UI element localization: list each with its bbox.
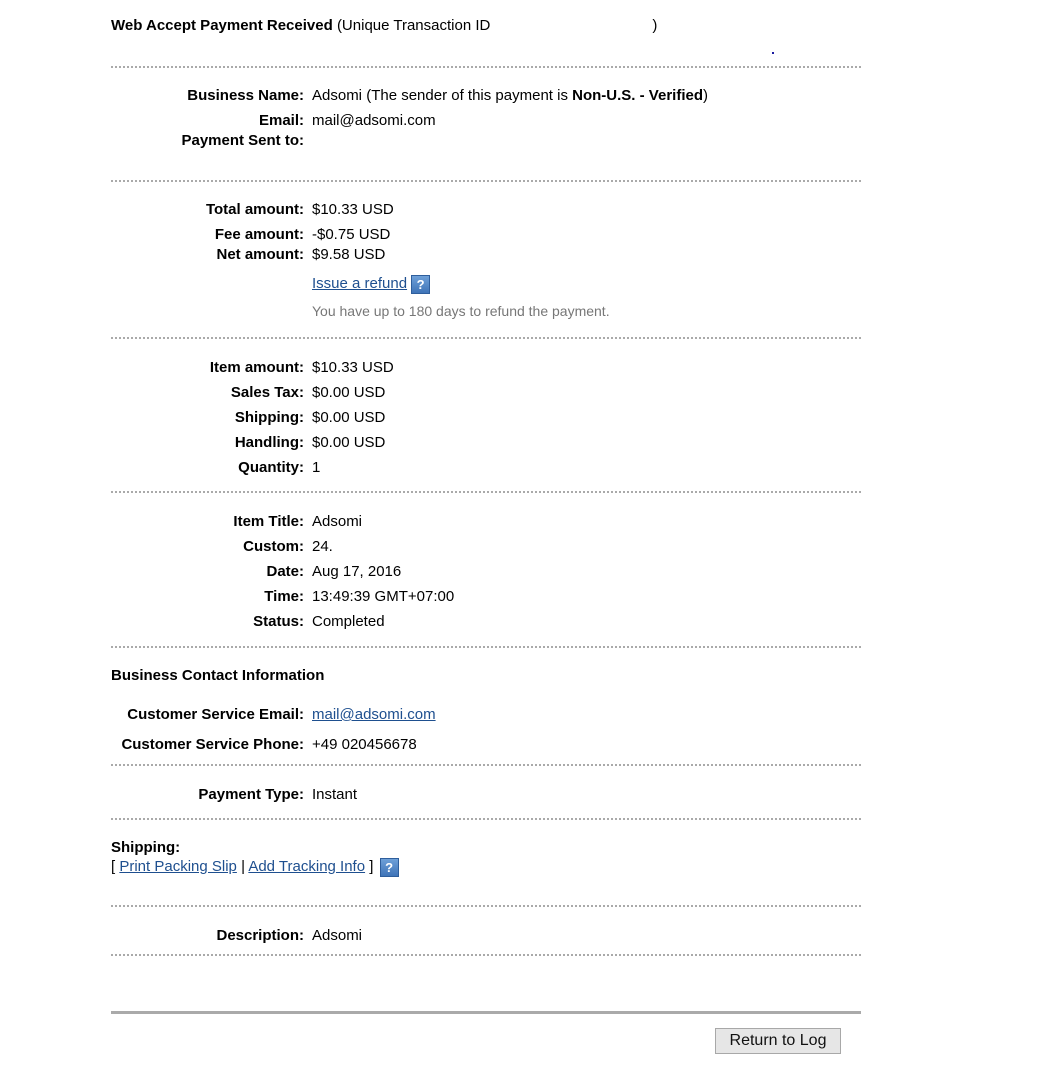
contact-section-title: Business Contact Information: [111, 667, 325, 684]
refund-wrapper: [312, 274, 430, 294]
separator: [111, 764, 861, 766]
business-name-label: Business Name:: [187, 87, 304, 104]
cs-email-row: [111, 705, 861, 725]
shipping-actions: [111, 857, 861, 877]
separator: [111, 818, 861, 820]
transaction-id-suffix: ): [652, 17, 658, 34]
separator: [111, 180, 861, 182]
email-value: mail@adsomi.com: [312, 112, 436, 129]
time-label: Time:: [264, 588, 304, 605]
custom-value: 24.: [312, 538, 333, 555]
date-row: [111, 562, 861, 582]
sender-status: Non-U.S. - Verified: [572, 87, 703, 104]
refund-note-row: [111, 301, 861, 321]
custom-row: [111, 537, 861, 557]
separator: [111, 66, 861, 68]
print-packing-slip-link[interactable]: Print Packing Slip: [119, 858, 237, 875]
cs-phone-row: [111, 735, 861, 755]
transaction-id-prefix: (Unique Transaction ID: [336, 17, 491, 34]
total-amount-value: $10.33 USD: [312, 201, 394, 218]
sales-tax-label: Sales Tax:: [230, 384, 304, 401]
sales-tax-value: $0.00 USD: [312, 384, 386, 401]
description-value: Adsomi: [312, 927, 363, 944]
payment-type-label: Payment Type:: [198, 786, 304, 803]
custom-label: Custom:: [243, 538, 304, 555]
open-bracket: [: [111, 858, 116, 875]
shipping-row: [111, 408, 861, 428]
return-to-log-button[interactable]: Return to Log: [715, 1028, 841, 1054]
payment-sent-to-label: Payment Sent to:: [181, 132, 304, 149]
status-row: [111, 612, 861, 632]
cs-email-label: Customer Service Email:: [127, 706, 304, 723]
status-label: Status:: [253, 613, 304, 630]
business-name: Adsomi: [312, 87, 363, 104]
stray-dot: [772, 52, 774, 54]
date-value: Aug 17, 2016: [312, 563, 402, 580]
sales-tax-row: [111, 383, 861, 403]
quantity-value: 1: [312, 459, 321, 476]
item-title-value: Adsomi: [312, 513, 363, 530]
help-icon[interactable]: ?: [380, 858, 399, 877]
separator: [111, 491, 861, 493]
page-title: Web Accept Payment Received: [111, 17, 333, 34]
description-label: Description:: [216, 927, 304, 944]
refund-row: [111, 274, 861, 294]
payment-type-row: [111, 785, 861, 805]
time-row: [111, 587, 861, 607]
fee-amount-value: -$0.75 USD: [312, 226, 391, 243]
item-amount-row: [111, 358, 861, 378]
total-amount-row: [111, 200, 861, 220]
payment-type-value: Instant: [312, 786, 358, 803]
shipping-value: $0.00 USD: [312, 409, 386, 426]
sender-prefix: (The sender of this payment is: [366, 87, 568, 104]
item-amount-label: Item amount:: [209, 359, 304, 376]
cs-phone-value: +49 020456678: [312, 736, 417, 753]
net-amount-value: $9.58 USD: [312, 246, 386, 263]
business-name-value: [312, 86, 708, 106]
total-amount-label: Total amount:: [205, 201, 304, 218]
link-divider: |: [241, 858, 245, 875]
separator: [111, 646, 861, 648]
handling-row: [111, 433, 861, 453]
add-tracking-info-link[interactable]: Add Tracking Info: [248, 858, 366, 875]
shipping-actions-inner: [111, 857, 399, 877]
cs-email-link[interactable]: mail@adsomi.com: [312, 706, 436, 723]
separator: [111, 337, 861, 339]
description-row: [111, 926, 861, 946]
date-label: Date:: [266, 563, 304, 580]
email-label: Email:: [258, 112, 304, 129]
quantity-row: [111, 458, 861, 478]
refund-note: You have up to 180 days to refund the payment.: [312, 303, 610, 319]
quantity-label: Quantity:: [238, 459, 304, 476]
separator: [111, 954, 861, 956]
handling-label: Handling:: [234, 434, 304, 451]
business-name-row: [111, 86, 861, 106]
close-bracket: ]: [369, 858, 374, 875]
fee-amount-row: [111, 225, 861, 245]
item-title-label: Item Title:: [233, 513, 304, 530]
payment-sent-to-row: [111, 131, 861, 151]
shipping-section-title: Shipping:: [111, 839, 181, 856]
net-amount-row: [111, 245, 861, 265]
sender-suffix: ): [703, 87, 708, 104]
fee-amount-label: Fee amount:: [214, 226, 304, 243]
handling-value: $0.00 USD: [312, 434, 386, 451]
time-value: 13:49:39 GMT+07:00: [312, 588, 455, 605]
shipping-label: Shipping:: [234, 409, 304, 426]
item-title-row: [111, 512, 861, 532]
page-header: [111, 17, 657, 34]
footer-divider: [111, 1011, 861, 1014]
cs-phone-label: Customer Service Phone:: [121, 736, 304, 753]
email-row: [111, 111, 861, 131]
item-amount-value: $10.33 USD: [312, 359, 394, 376]
issue-refund-link[interactable]: Issue a refund: [312, 275, 408, 292]
separator: [111, 905, 861, 907]
net-amount-label: Net amount:: [216, 246, 304, 263]
help-icon[interactable]: ?: [411, 275, 430, 294]
status-value: Completed: [312, 613, 385, 630]
